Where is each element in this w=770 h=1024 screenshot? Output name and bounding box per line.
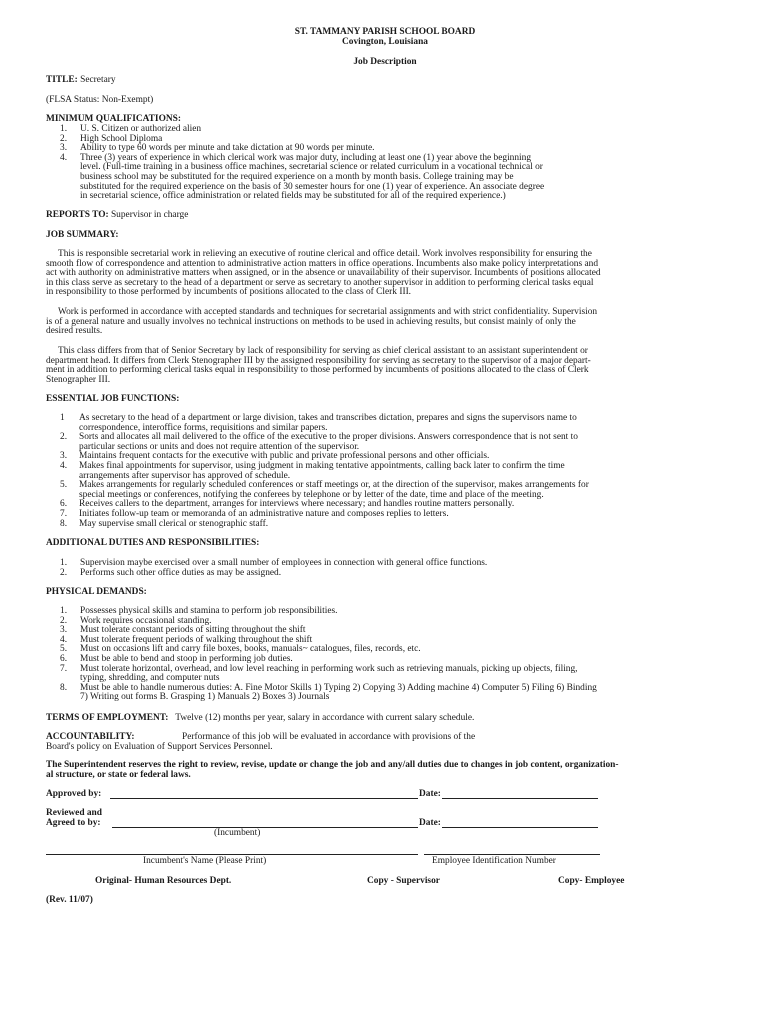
- revision-note: (Rev. 11/07): [46, 895, 93, 905]
- summary-paragraph-line: Work is performed in accordance with accepted standards and techniques for secretarial assignments and with strict confidentiality. Supervision: [58, 307, 598, 317]
- list-item-number: 7.: [60, 663, 68, 674]
- list-item-text: Must be able to bend and stoop in performing job duties.: [80, 654, 293, 664]
- list-item-number: 2.: [60, 567, 68, 578]
- list-item-text: correspondence, interoffice forms, requisitions and similar papers.: [79, 422, 328, 433]
- flsa-status: (FLSA Status: Non-Exempt): [46, 95, 154, 105]
- list-item-number: 5.: [60, 480, 68, 491]
- incumbent-name-caption: Incumbent's Name (Please Print): [143, 856, 267, 866]
- additional-heading: ADDITIONAL DUTIES AND RESPONSIBILITIES:: [46, 538, 260, 548]
- distribution-original: Original- Human Resources Dept.: [95, 876, 232, 886]
- document-type: Job Description: [353, 57, 417, 67]
- accountability-text: Performance of this job will be evaluated in accordance with provisions of the: [182, 732, 476, 742]
- list-item-number: 1.: [60, 606, 68, 616]
- list-item-number: 1: [60, 413, 65, 423]
- reports-to-label: REPORTS TO:: [46, 210, 109, 220]
- incumbent-caption: (Incumbent): [214, 828, 261, 838]
- list-item-number: 8.: [60, 518, 68, 529]
- list-item-number: 2.: [60, 432, 68, 443]
- list-item-text: Performs such other office duties as may be assigned.: [80, 567, 282, 578]
- list-item-text: special meetings or conferences, notifying the conferees by telephone or by letter of the date, time and place of the meeting.: [79, 489, 544, 500]
- job-summary-heading: JOB SUMMARY:: [46, 230, 119, 240]
- list-item-text: Must be able to handle numerous duties: A. Fine Motor Skills 1) Typing 2) Copying 3) Adding machine 4) Computer 5) Filing 6) Binding: [80, 682, 597, 693]
- list-item-text: Makes final appointments for supervisor, using judgment in making tentative appointments, calling back later to confirm the time: [79, 461, 565, 471]
- list-item-text: Must tolerate constant periods of sitting throughout the shift: [80, 625, 306, 636]
- reports-to-line: [46, 210, 188, 220]
- reports-to-value: Supervisor in charge: [110, 210, 189, 220]
- summary-paragraph-line: Stenographer III.: [46, 374, 111, 385]
- list-item-text: typing, shredding, and computer nuts: [80, 673, 220, 684]
- list-item-text: Possesses physical skills and stamina to perform job responsibilities.: [80, 606, 338, 616]
- approved-date-label: Date:: [419, 789, 441, 799]
- agreed-by-label: Agreed to by:: [46, 818, 101, 828]
- list-item-number: 6.: [60, 654, 68, 664]
- list-item-number: 4.: [60, 461, 68, 471]
- list-item-text: Must tolerate frequent periods of walking throughout the shift: [80, 634, 313, 645]
- list-item-number: 7.: [60, 509, 68, 519]
- summary-paragraph-line: This is responsible secretarial work in relieving an executive of routine clerical and office detail. Work involves responsibility for ensuring the: [58, 249, 592, 259]
- essential-heading: ESSENTIAL JOB FUNCTIONS:: [46, 394, 180, 404]
- list-item-text: High School Diploma: [80, 133, 163, 144]
- list-item-text: Makes arrangements for regularly scheduled conferences or staff meetings or, at the direction of the supervisor, makes arrangements for: [79, 480, 589, 491]
- approved-by-signature-line[interactable]: [110, 798, 418, 799]
- list-item-number: 3.: [60, 143, 68, 154]
- list-item-number: 2.: [60, 615, 68, 626]
- summary-paragraph-line: smooth flow of correspondence and attention to administrative action matters in office operations. Incumbents also make policy interpretations and: [46, 258, 599, 269]
- agreed-date-line[interactable]: [442, 827, 598, 828]
- list-item-text: arrangements after supervisor has approved of schedule.: [79, 470, 291, 481]
- agreed-by-signature-line[interactable]: [112, 827, 418, 828]
- distribution-supervisor: Copy - Supervisor: [367, 876, 440, 886]
- list-item-number: 2.: [60, 133, 68, 144]
- summary-paragraph-line: desired results.: [46, 326, 103, 337]
- approved-by-label: Approved by:: [46, 789, 102, 799]
- list-item-number: 8.: [60, 682, 68, 693]
- summary-paragraph-line: department head. It differs from Clerk Stenographer III by the assigned responsibility for serving as secretary to the supervisor of a major depart-: [46, 355, 591, 366]
- list-item-number: 6.: [60, 499, 68, 510]
- list-item-text: Receives callers to the department, arranges for interviews where necessary; and handles routine matters personally.: [79, 499, 515, 510]
- list-item-number: 5.: [60, 644, 68, 655]
- list-item-number: 1.: [60, 558, 68, 568]
- list-item-number: 4.: [60, 634, 68, 645]
- summary-paragraph-line: is of a general nature and usually involves no technical instructions on methods to be used in achieving results, but consist mainly of only the: [46, 316, 576, 327]
- list-item-text: Must tolerate horizontal, overhead, and low level reaching in performing work such as retrieving manuals, picking up objects, filing,: [80, 663, 578, 674]
- reviewed-label: Reviewed and: [46, 808, 102, 818]
- list-item-text: Must on occasions lift and carry file boxes, books, manuals~ catalogues, files, records, etc.: [80, 644, 421, 655]
- list-item-text: Sorts and allocates all mail delivered to the office of the executive to the proper divisions. Answers correspondence that is not sent to: [79, 432, 578, 443]
- superintendent-note-2: al structure, or state or federal laws.: [46, 770, 191, 780]
- list-item-number: 3.: [60, 625, 68, 636]
- superintendent-note: The Superintendent reserves the right to review, revise, update or change the job and any/all duties due to changes in job content, organization-: [46, 760, 619, 770]
- list-item-text: Ability to type 60 words per minute and take dictation at 90 words per minute.: [80, 143, 375, 154]
- list-item-text: U. S. Citizen or authorized alien: [80, 124, 202, 134]
- list-item-text: Supervision maybe exercised over a small number of employees in connection with general office functions.: [80, 558, 488, 568]
- list-item-text: Initiates follow-up team or memoranda of an administrative nature and composes replies to letters.: [79, 509, 449, 519]
- terms-line: [46, 713, 474, 723]
- distribution-employee: Copy- Employee: [558, 876, 625, 886]
- terms-value: Twelve (12) months per year, salary in accordance with current salary schedule.: [175, 713, 475, 723]
- employee-id-line[interactable]: [424, 854, 600, 855]
- title-line: [46, 75, 116, 85]
- incumbent-name-line[interactable]: [46, 854, 418, 855]
- org-location: Covington, Louisiana: [342, 37, 428, 47]
- list-item-text: Three (3) years of experience in which clerical work was major duty, including at least one (1) year above the beginning: [80, 152, 532, 163]
- list-item-text: As secretary to the head of a department or large division, takes and transcribes dictation, prepares and signs the supervisors name to: [79, 413, 577, 423]
- title-value: Secretary: [80, 75, 116, 85]
- employee-id-caption: Employee Identification Number: [432, 856, 556, 866]
- org-name: ST. TAMMANY PARISH SCHOOL BOARD: [294, 27, 476, 37]
- min-qual-heading: MINIMUM QUALIFICATIONS:: [46, 114, 181, 124]
- list-item-number: 4.: [60, 152, 68, 163]
- accountability-label: ACCOUNTABILITY:: [46, 732, 135, 742]
- summary-paragraph-line: in responsibility to those performed by incumbents of positions allocated to the class of Clerk III.: [46, 287, 412, 298]
- list-item-text: May supervise small clerical or stenographic staff.: [79, 518, 269, 529]
- list-item-text: Maintains frequent contacts for the executive with public and private professional persons and other officials.: [79, 451, 490, 462]
- terms-label: TERMS OF EMPLOYMENT:: [46, 713, 169, 723]
- physical-heading: PHYSICAL DEMANDS:: [46, 587, 147, 597]
- list-item-text: 7) Writing out forms B. Grasping 1) Manuals 2) Boxes 3) Journals: [80, 692, 330, 703]
- list-item-text: business school may be substituted for the required experience on a month by month basis. College training may be: [80, 172, 514, 182]
- accountability-text-2: Board's policy on Evaluation of Support Services Personnel.: [46, 742, 273, 752]
- summary-paragraph-line: in this class serve as secretary to the head of a department or serve as secretary to another supervisor in addition to performing clerical tasks equal: [46, 277, 594, 288]
- list-item-text: particular sections or units and does not require attention of the supervisor.: [79, 441, 360, 452]
- list-item-number: 1.: [60, 124, 68, 134]
- summary-paragraph-line: ment in addition to performing clerical tasks equal in responsibility to those performed by incumbents of positions allocated to the class of Clerk: [46, 365, 589, 376]
- list-item-text: Work requires occasional standing.: [80, 615, 212, 626]
- summary-paragraph-line: act with authority on administrative matters when assigned, or in the absence or unavailability of their supervisor. Incumbents of positions allocated: [46, 268, 601, 279]
- list-item-text: in secretarial science, office administration or related fields may be substituted for all of the required experience.): [80, 191, 506, 202]
- approved-date-line[interactable]: [442, 798, 598, 799]
- summary-paragraph-line: This class differs from that of Senior Secretary by lack of responsibility for serving as chief clerical assistant to an assistant superintendent or: [58, 346, 588, 356]
- list-item-text: substituted for the required experience on the basis of 30 semester hours for one (1) year of experience. An associate degree: [80, 181, 545, 192]
- list-item-number: 3.: [60, 451, 68, 462]
- title-label: TITLE:: [46, 75, 78, 85]
- agreed-date-label: Date:: [419, 818, 441, 828]
- list-item-text: level. (Full-time training in a business office machines, secretarial science or related curriculum in a vocational technical or: [80, 162, 543, 173]
